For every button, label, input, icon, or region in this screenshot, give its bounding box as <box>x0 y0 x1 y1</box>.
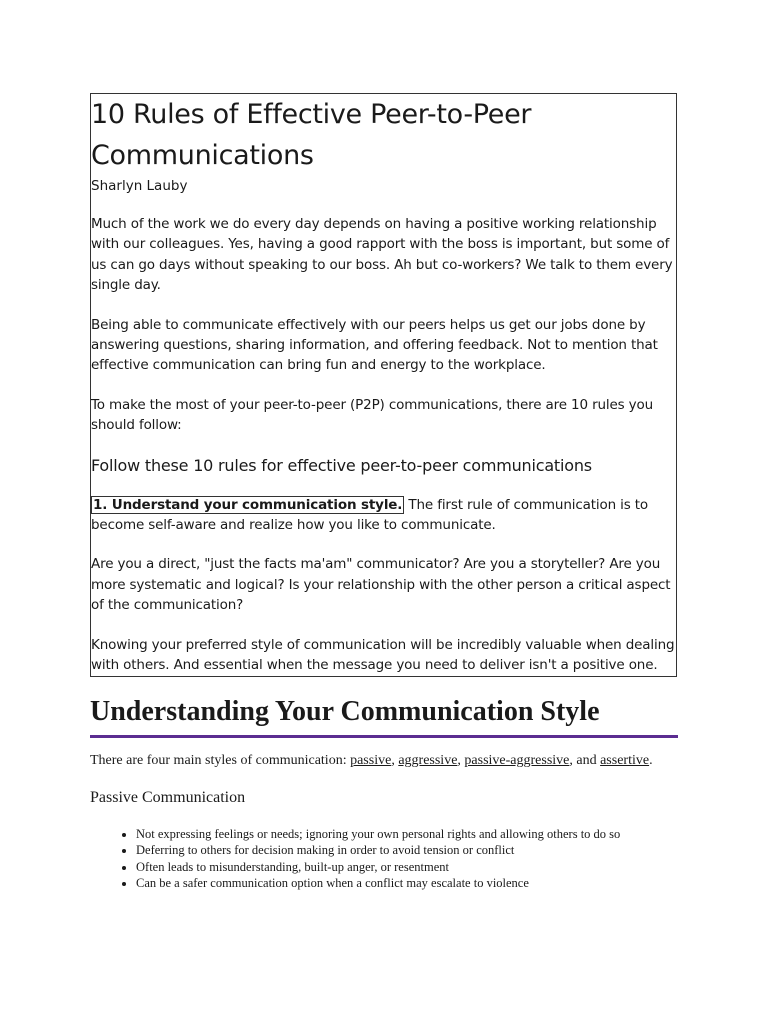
styles-separator: , <box>457 753 465 768</box>
article-paragraph-3: To make the most of your peer-to-peer (P2P) communications, there are 10 rules you should follow: <box>91 396 654 434</box>
article-subheading: Follow these 10 rules for effective peer-to-peer communications <box>91 455 592 475</box>
styles-intro-prefix: There are four main styles of communication: <box>90 753 351 768</box>
rule-1-text: The first rule of communication is to become self-aware and realize how you like to communicate. <box>91 496 649 534</box>
list-item: • Not expressing feelings or needs; ignoring your own personal rights and allowing others to do so <box>136 826 678 842</box>
article-paragraph-6: Knowing your preferred style of communication will be incredibly valuable when dealing with others. And essential when the message you need to deliver isn't a positive one. <box>91 636 675 674</box>
styles-separator: , <box>391 753 399 768</box>
article-paragraph-2: Being able to communicate effectively with our peers helps us get our jobs done by answering questions, sharing information, and offering feedback. Not to mention that effective communication can bring fun and energy to the workplace. <box>91 316 658 374</box>
link-passive-aggressive[interactable]: passive-aggressive <box>464 753 570 768</box>
rule-1-paragraph <box>91 495 676 536</box>
article-paragraph-1: Much of the work we do every day depends on having a positive working relationship with our colleagues. Yes, having a good rapport with the boss is important, but some of us can go days without speaking to our boss. Ah but co-workers? We talk to them every single day. <box>91 216 673 294</box>
list-item: • Can be a safer communication option when a conflict may escalate to violence <box>136 875 678 891</box>
list-item: • Often leads to misunderstanding, built-up anger, or resentment <box>136 859 678 875</box>
styles-intro <box>90 752 678 769</box>
article-paragraph-5: Are you a direct, "just the facts ma'am" communicator? Are you a storyteller? Are you more systematic and logical? Is your relationship with the other person a critical aspect of the communication? <box>91 556 671 614</box>
passive-communication-heading: Passive Communication <box>90 789 246 806</box>
communication-style-section <box>90 690 678 891</box>
article-title: 10 Rules of Effective Peer-to-Peer Communications <box>91 99 532 171</box>
rule-1-lead: 1. Understand your communication style. <box>93 496 403 513</box>
styles-separator: , and <box>569 753 601 768</box>
section-heading: Understanding Your Communication Style <box>90 690 678 738</box>
link-passive[interactable]: passive <box>350 753 392 768</box>
link-aggressive[interactable]: aggressive <box>398 753 458 768</box>
passive-communication-list <box>90 826 678 891</box>
article-author: Sharlyn Lauby <box>91 178 188 194</box>
styles-intro-suffix: . <box>649 753 653 768</box>
list-item: • Deferring to others for decision making in order to avoid tension or conflict <box>136 842 678 858</box>
link-assertive[interactable]: assertive <box>600 753 650 768</box>
article-excerpt <box>90 93 677 677</box>
